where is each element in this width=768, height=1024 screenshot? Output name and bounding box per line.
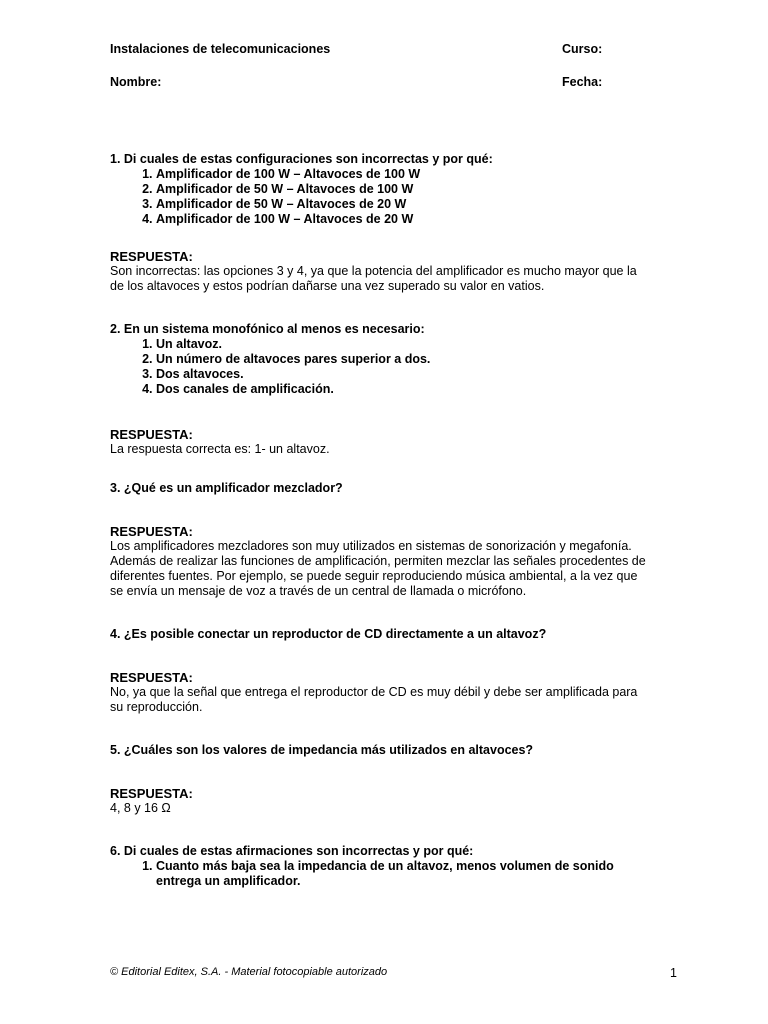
answer-label: RESPUESTA: [110, 670, 193, 685]
question-title: 2. En un sistema monofónico al menos es necesario: [110, 322, 425, 336]
question-title: 5. ¿Cuáles son los valores de impedancia más utilizados en altavoces? [110, 743, 534, 757]
document-header [110, 42, 650, 108]
subject-title: Instalaciones de telecomunicaciones [110, 42, 331, 56]
header-row-subject [110, 42, 650, 75]
answer-label: RESPUESTA: [110, 786, 193, 801]
date-label: Fecha: [562, 75, 603, 89]
question-title: 6. Di cuales de estas afirmaciones son incorrectas y por qué: [110, 844, 474, 858]
answer-label: RESPUESTA: [110, 249, 193, 264]
question-title: 1. Di cuales de estas configuraciones son incorrectas y por qué: [110, 152, 493, 166]
question-3 [110, 481, 650, 599]
name-label: Nombre: [110, 75, 162, 89]
answer-text: No, ya que la señal que entrega el reproductor de CD es muy débil y debe ser amplificada para su reproducción. [110, 685, 638, 714]
options-list [110, 167, 650, 227]
answer-label: RESPUESTA: [110, 427, 193, 442]
option-item: 3. Amplificador de 50 W – Altavoces de 20 W [156, 197, 650, 212]
question-title: 4. ¿Es posible conectar un reproductor de CD directamente a un altavoz? [110, 627, 547, 641]
course-label: Curso: [562, 42, 603, 56]
footer-copyright: © Editorial Editex, S.A. - Material fotocopiable autorizado [110, 966, 388, 978]
answer-text: Son incorrectas: las opciones 3 y 4, ya que la potencia del amplificador es mucho mayor que la de los altavoces y estos podrían dañarse una vez superado su valor en vatios. [110, 264, 637, 293]
options-list [110, 859, 650, 889]
question-2 [110, 322, 650, 457]
option-item: 2. Un número de altavoces pares superior a dos. [156, 352, 650, 367]
option-item: 1. Amplificador de 100 W – Altavoces de 100 W [156, 167, 650, 182]
answer-text: La respuesta correcta es: 1- un altavoz. [110, 442, 330, 456]
question-title: 3. ¿Qué es un amplificador mezclador? [110, 481, 343, 495]
option-item: 1. Cuanto más baja sea la impedancia de un altavoz, menos volumen de sonido entrega un amplificador. [156, 859, 650, 889]
header-row-name [110, 75, 650, 108]
answer-label: RESPUESTA: [110, 524, 193, 539]
answer-text: Los amplificadores mezcladores son muy utilizados en sistemas de sonorización y megafonía. Además de realizar las funciones de amplificación, permiten mezclar las señales procedentes de diferentes fuentes. Por ejemplo, se puede seguir reproduciendo música ambiental, a la vez que se envía un mensaje de voz a través de un central de llamada o micrófono. [110, 539, 646, 598]
question-1 [110, 152, 650, 294]
option-item: 4. Amplificador de 100 W – Altavoces de 20 W [156, 212, 650, 227]
question-4 [110, 627, 650, 715]
answer-text: 4, 8 y 16 Ω [110, 801, 171, 815]
question-5 [110, 743, 650, 816]
page-number: 1 [670, 966, 677, 980]
option-item: 2. Amplificador de 50 W – Altavoces de 100 W [156, 182, 650, 197]
option-item: 4. Dos canales de amplificación. [156, 382, 650, 397]
option-item: 1. Un altavoz. [156, 337, 650, 352]
question-6 [110, 844, 650, 889]
options-list [110, 337, 650, 397]
option-item: 3. Dos altavoces. [156, 367, 650, 382]
document-body [110, 152, 650, 889]
